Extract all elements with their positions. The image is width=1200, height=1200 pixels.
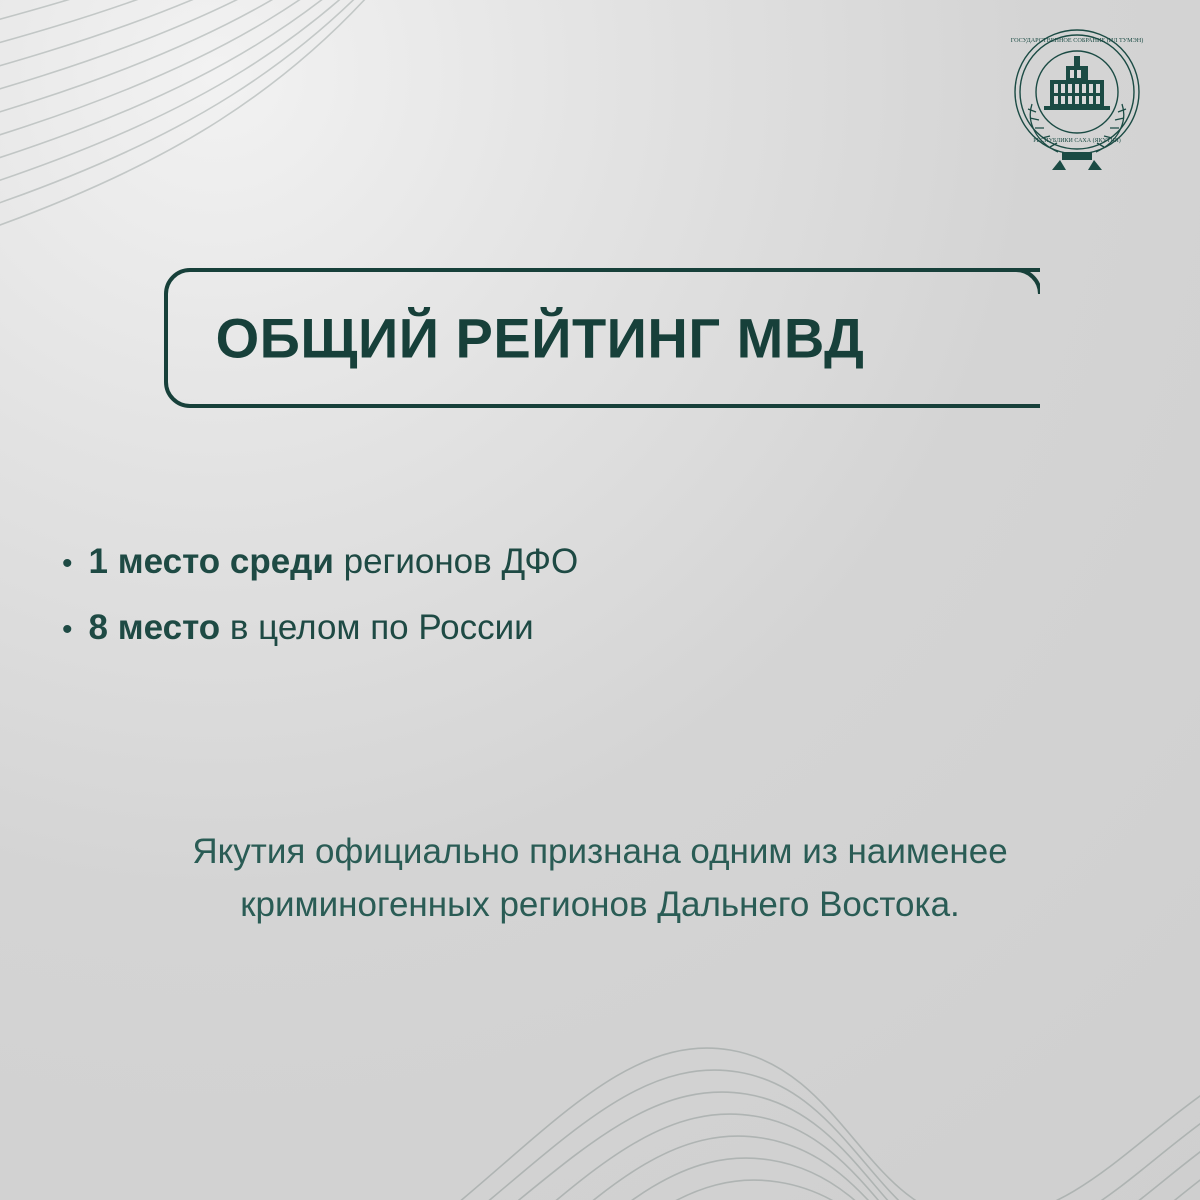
emblem-bottom-text: РЕСПУБЛИКИ САХА (ЯКУТИЯ): [1033, 138, 1121, 144]
list-item-text: регионов ДФО: [333, 542, 579, 581]
list-item-emphasis: 8 место: [88, 607, 221, 647]
title-block: [0, 268, 1040, 408]
bullet-list: [62, 540, 1062, 672]
list-item: [62, 540, 1062, 584]
decorative-waves-top: [0, 0, 930, 510]
emblem-top-text: ГОСУДАРСТВЕННОЕ СОБРАНИЕ (ИЛ ТУМЭН): [1010, 37, 1144, 44]
list-item: [62, 606, 1062, 650]
summary-paragraph: Якутия официально признана одним из наименее криминогенных регионов Дальнего Востока.: [192, 832, 1008, 924]
page-title: ОБЩИЙ РЕЙТИНГ МВД: [215, 306, 865, 370]
state-assembly-emblem: [992, 18, 1162, 178]
bullet-icon: •: [62, 612, 73, 646]
list-item-emphasis: 1 место среди: [88, 542, 334, 581]
list-item-text: в целом по России: [220, 607, 534, 647]
bullet-icon: •: [62, 547, 73, 580]
